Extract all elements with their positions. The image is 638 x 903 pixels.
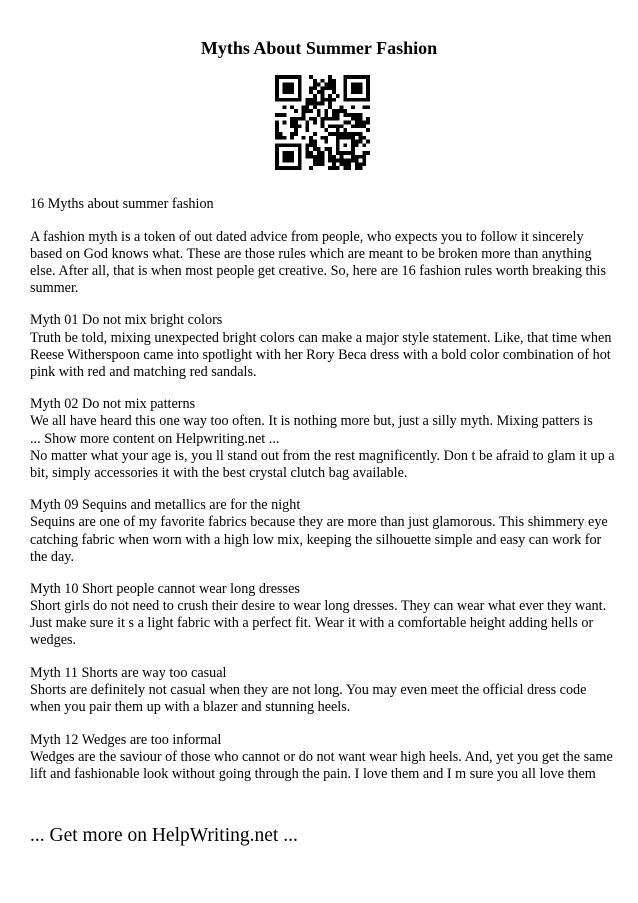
show-more-link[interactable]: ... Show more content on Helpwriting.net ... — [30, 430, 280, 447]
myth-10-section — [30, 581, 615, 649]
myth-10-heading: Myth 10 Short people cannot wear long dresses — [30, 581, 300, 598]
myth-02-heading: Myth 02 Do not mix patterns — [30, 396, 196, 413]
myth-12-body: Wedges are the saviour of those who cannot or do not want wear high heels. And, yet you get the same lift and fashionable look without going through the pain. I love them and I m sure you all love them — [30, 748, 613, 783]
document-body — [30, 196, 615, 799]
page-title: Myths About Summer Fashion — [200, 38, 438, 58]
myth-02-section — [30, 396, 615, 481]
myth-09-heading: Myth 09 Sequins and metallics are for the night — [30, 497, 301, 514]
get-more-link[interactable]: ... Get more on HelpWriting.net ... — [30, 825, 298, 846]
myth-01-body: Truth be told, mixing unexpected bright colors can make a major style statement. Like, that time when Reese Witherspoon came into spotlight with her Rory Beca dress with a bold color combination of hot pink with red and matching red sandals. — [30, 329, 612, 380]
myth-11-heading: Myth 11 Shorts are way too casual — [30, 665, 227, 682]
myth-09-section — [30, 497, 615, 565]
subtitle: 16 Myths about summer fashion — [30, 196, 214, 212]
myth-12-section — [30, 732, 615, 783]
myth-01-heading: Myth 01 Do not mix bright colors — [30, 312, 223, 329]
myth-11-body: Shorts are definitely not casual when they are not long. You may even meet the official dress code when you pair them up with a blazer and stunning heels. — [30, 682, 587, 716]
myth-12-heading: Myth 12 Wedges are too informal — [30, 731, 222, 748]
myth-01-section — [30, 312, 615, 380]
myth-02-body-2: No matter what your age is, you ll stand out from the rest magnificently. Don t be afraid to glam it up a bit, simply accessories it with the best crystal clutch bag available. — [30, 447, 615, 481]
qr-code-icon — [275, 75, 370, 170]
myth-11-section — [30, 665, 615, 716]
myth-10-body: Short girls do not need to crush their desire to wear long dresses. They can wear what ever they want. Just make sure it s a light fabric with a perfect fit. Wear it with a comfortable height adding hells or wedges. — [30, 598, 607, 649]
intro-paragraph: A fashion myth is a token of out dated advice from people, who expects you to follow it sincerely based on God knows what. These are those rules which are meant to be broken more than anything else. After all, that is when most people get creative. So, here are 16 fashion rules worth breaking this summer. — [30, 228, 606, 296]
myth-02-body-1: We all have heard this one way too often. It is nothing more but, just a silly myth. Mixing patters is — [30, 413, 593, 430]
myth-09-body: Sequins are one of my favorite fabrics because they are more than just glamorous. This shimmery eye catching fabric when worn with a high low mix, keeping the silhouette simple and easy can work for the day. — [30, 514, 608, 565]
